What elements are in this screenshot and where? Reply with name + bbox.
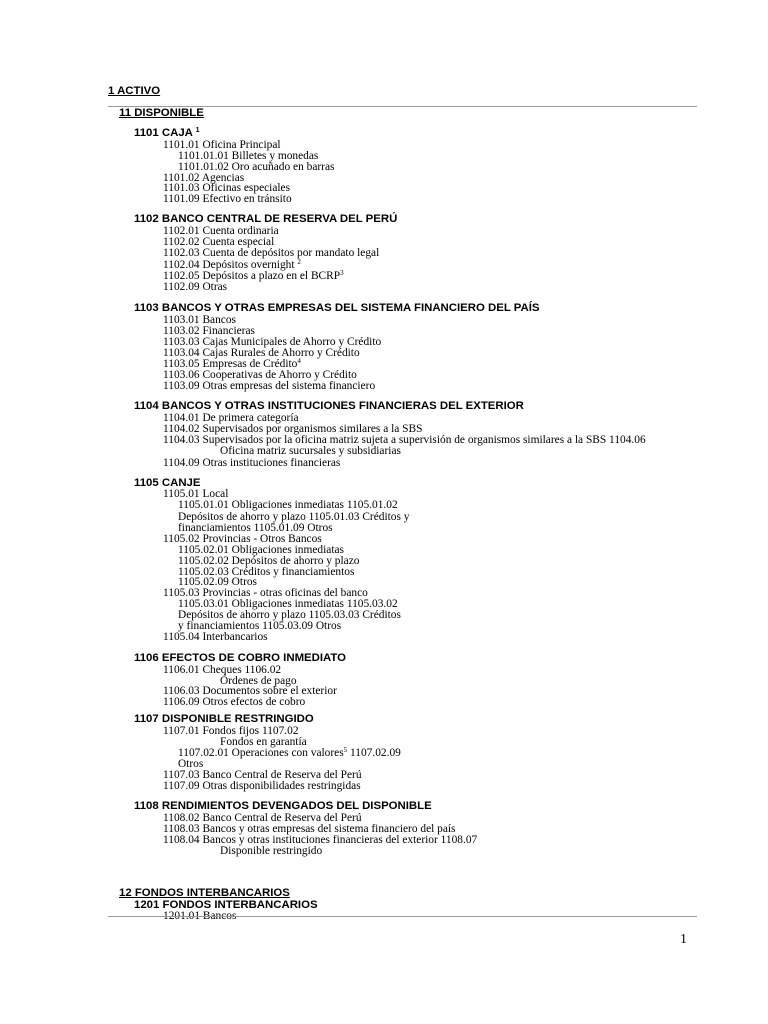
line-1103-03: 1103.03 Cajas Municipales de Ahorro y Crédito bbox=[163, 336, 382, 348]
footnote-mark-1: 1 bbox=[195, 127, 200, 134]
line-1102-01: 1102.01 Cuenta ordinaria bbox=[163, 225, 279, 237]
footnote-mark-4: 4 bbox=[297, 357, 301, 365]
title-1201: 1201 FONDOS INTERBANCARIOS bbox=[134, 899, 318, 911]
line-1105-01-09: financiamientos 1105.01.09 Otros bbox=[178, 522, 333, 534]
title-1103: 1103 BANCOS Y OTRAS EMPRESAS DEL SISTEMA FINANCIERO DEL PAÍS bbox=[134, 302, 540, 314]
title-1102: 1102 BANCO CENTRAL DE RESERVA DEL PERÚ bbox=[134, 213, 398, 225]
line-1105-03-01: 1105.03.01 Obligaciones inmediatas 1105.03.02 bbox=[178, 598, 398, 610]
line-1103-04: 1103.04 Cajas Rurales de Ahorro y Crédito bbox=[163, 347, 360, 359]
line-1108-03: 1108.03 Bancos y otras empresas del sistema financiero del país bbox=[163, 823, 456, 835]
line-1103-01: 1103.01 Bancos bbox=[163, 314, 236, 326]
line-1102-04: 1102.04 Depósitos overnight $^2$ bbox=[163, 258, 301, 271]
line-1104-03: 1104.03 Supervisados por la oficina matriz sujeta a supervisión de organismos similares a la SBS 1104.06 bbox=[163, 434, 646, 446]
line-1104-06: Oficina matriz sucursales y subsidiarias bbox=[220, 445, 401, 457]
title-1107: 1107 DISPONIBLE RESTRINGIDO bbox=[134, 713, 314, 725]
line-1105-03-03: Depósitos de ahorro y plazo 1105.03.03 Créditos bbox=[178, 609, 401, 621]
line-1108-07: Disponible restringido bbox=[220, 845, 323, 857]
line-1108-02: 1108.02 Banco Central de Reserva del Perú bbox=[163, 812, 362, 824]
line-1102-03: 1102.03 Cuenta de depósitos por mandato legal bbox=[163, 247, 380, 259]
line-1105-02-02: 1105.02.02 Depósitos de ahorro y plazo bbox=[178, 555, 360, 567]
line-1105-01-03: Depósitos de ahorro y plazo 1105.01.03 Créditos y bbox=[178, 511, 410, 523]
line-1106-01: 1106.01 Cheques 1106.02 bbox=[163, 664, 282, 676]
line-1104-09: 1104.09 Otras instituciones financieras bbox=[163, 457, 341, 469]
line-1102-02: 1102.02 Cuenta especial bbox=[163, 236, 275, 248]
title-1104: 1104 BANCOS Y OTRAS INSTITUCIONES FINANCIERAS DEL EXTERIOR bbox=[134, 400, 524, 412]
line-1101-01: 1101.01 Oficina Principal bbox=[163, 139, 281, 151]
line-1103-02: 1103.02 Financieras bbox=[163, 325, 255, 337]
line-1106-02: Órdenes de pago bbox=[220, 675, 297, 687]
line-1105-03: 1105.03 Provincias - otras oficinas del banco bbox=[163, 587, 368, 599]
heading-disponible: 11 DISPONIBLE bbox=[119, 107, 204, 119]
line-1201-01: 1201.01 Bancos bbox=[163, 910, 237, 922]
title-1105: 1105 CANJE bbox=[134, 477, 201, 489]
line-1105-01-01: 1105.01.01 Obligaciones inmediatas 1105.01.02 bbox=[178, 499, 398, 511]
line-1102-05: 1102.05 Depósitos a plazo en el BCRP$^3$ bbox=[163, 269, 344, 282]
line-1102-09: 1102.09 Otras bbox=[163, 281, 228, 293]
footnote-mark-5: 5 bbox=[343, 746, 348, 754]
line-1101-01-02: 1101.01.02 Oro acuñado en barras bbox=[178, 161, 335, 173]
line-1105-01: 1105.01 Local bbox=[163, 488, 229, 500]
heading-fondos-interbancarios: 12 FONDOS INTERBANCARIOS bbox=[119, 887, 290, 899]
line-1103-06: 1103.06 Cooperativas de Ahorro y Crédito bbox=[163, 369, 357, 381]
line-1106-09: 1106.09 Otros efectos de cobro bbox=[163, 696, 306, 708]
rule-bottom bbox=[108, 916, 697, 917]
line-1107-09: 1107.09 Otras disponibilidades restringidas bbox=[163, 780, 361, 792]
page-number: 1 bbox=[680, 932, 687, 947]
line-1105-04: 1105.04 Interbancarios bbox=[163, 631, 268, 643]
line-1105-02-03: 1105.02.03 Créditos y financiamientos bbox=[178, 566, 355, 578]
line-1107-01: 1107.01 Fondos fijos 1107.02 bbox=[163, 725, 299, 737]
line-1104-02: 1104.02 Supervisados por organismos similares a la SBS bbox=[163, 423, 423, 435]
line-1106-03: 1106.03 Documentos sobre el exterior bbox=[163, 685, 337, 697]
line-1107-02: Fondos en garantía bbox=[220, 736, 307, 748]
line-1107-03: 1107.03 Banco Central de Reserva del Perú bbox=[163, 769, 362, 781]
line-1101-09: 1101.09 Efectivo en tránsito bbox=[163, 193, 292, 205]
line-1107-02-01: 1107.02.01 Operaciones con valores$^5$ 1107.02.09 bbox=[178, 746, 401, 759]
line-1101-03: 1101.03 Oficinas especiales bbox=[163, 182, 291, 194]
title-1106: 1106 EFECTOS DE COBRO INMEDIATO bbox=[134, 652, 347, 664]
line-1101-01-01: 1101.01.01 Billetes y monedas bbox=[178, 150, 319, 162]
line-1101-02: 1101.02 Agencias bbox=[163, 172, 245, 184]
line-1105-02: 1105.02 Provincias - Otros Bancos bbox=[163, 533, 322, 545]
heading-activo: 1 ACTIVO bbox=[108, 85, 161, 97]
line-1105-02-01: 1105.02.01 Obligaciones inmediatas bbox=[178, 544, 344, 556]
title-1101: 1101 CAJA $^1$ bbox=[134, 127, 200, 139]
line-1104-01: 1104.01 De primera categoría bbox=[163, 412, 299, 424]
line-1108-04: 1108.04 Bancos y otras instituciones financieras del exterior 1108.07 bbox=[163, 834, 478, 846]
line-1105-03-09: y financiamientos 1105.03.09 Otros bbox=[178, 620, 342, 632]
footnote-mark-3: 3 bbox=[340, 269, 344, 277]
line-1105-02-09: 1105.02.09 Otros bbox=[178, 576, 257, 588]
line-1103-09: 1103.09 Otras empresas del sistema financiero bbox=[163, 380, 376, 392]
title-1108: 1108 RENDIMIENTOS DEVENGADOS DEL DISPONIBLE bbox=[134, 800, 432, 812]
footnote-mark-2: 2 bbox=[297, 258, 301, 266]
line-1103-05: 1103.05 Empresas de Crédito$^4$ bbox=[163, 357, 301, 370]
line-1107-02-09: Otros bbox=[178, 758, 204, 770]
